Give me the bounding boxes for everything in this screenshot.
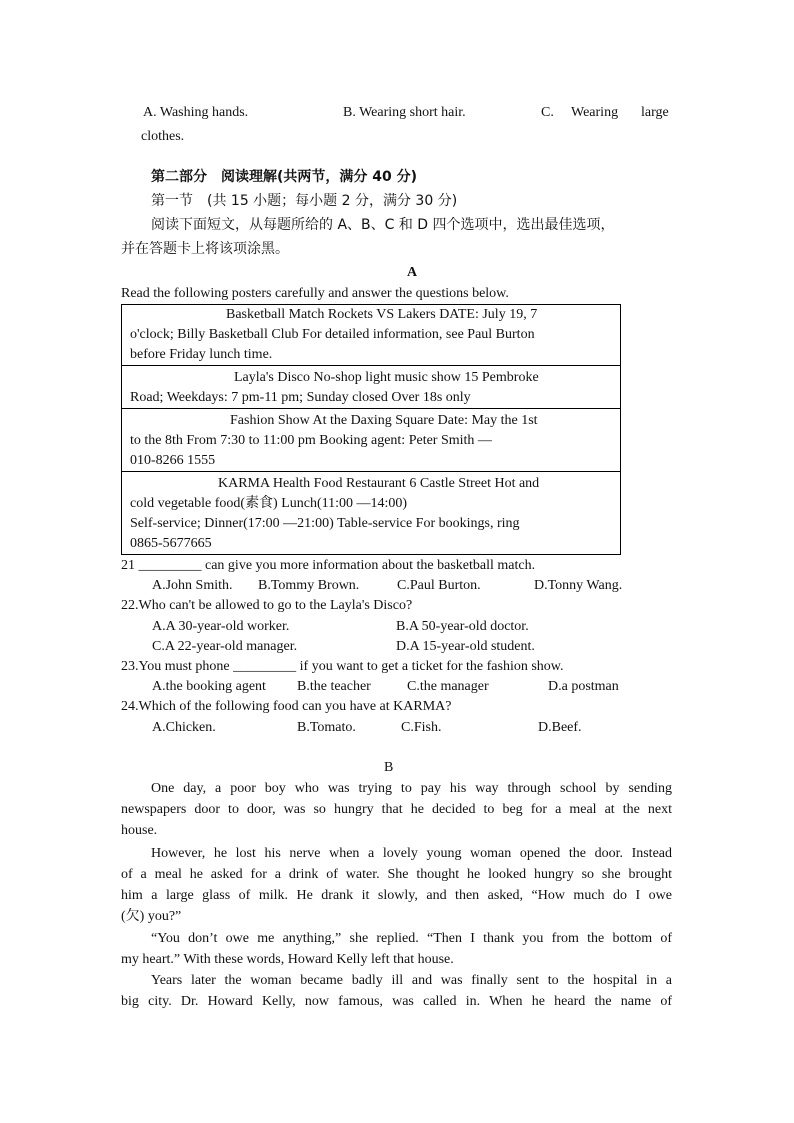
q22-option-b: B.A 50-year-old doctor. bbox=[396, 619, 529, 634]
poster-line: Self-service; Dinner(17:00 —21:00) Table-service For bookings, ring bbox=[130, 516, 520, 531]
q23-stem: 23.You must phone _________ if you want to get a ticket for the fashion show. bbox=[121, 659, 564, 674]
poster-line: Basketball Match Rockets VS Lakers DATE: July 19, 7 bbox=[226, 307, 538, 322]
q22-option-d: D.A 15-year-old student. bbox=[396, 639, 535, 654]
q22-option-c: C.A 22-year-old manager. bbox=[152, 639, 298, 654]
poster-line: to the 8th From 7:30 to 11:00 pm Booking agent: Peter Smith — bbox=[130, 433, 492, 448]
q23-option-d: D.a postman bbox=[548, 679, 619, 694]
q23-option-a: A.the booking agent bbox=[152, 679, 266, 694]
passage-a-label: A bbox=[407, 265, 418, 280]
q21-option-a: A.John Smith. bbox=[152, 578, 233, 593]
poster-basketball bbox=[122, 305, 620, 366]
poster-disco bbox=[122, 366, 620, 409]
passage-b-line: “You don’t owe me anything,” she replied. “Then I thank you from the bottom of bbox=[151, 931, 672, 946]
passage-b-line: Years later the woman became badly ill and was finally sent to the hospital in a bbox=[151, 973, 672, 988]
q24-stem: 24.Which of the following food can you have at KARMA? bbox=[121, 699, 452, 714]
q20-option-c-word1: Wearing bbox=[571, 105, 619, 120]
passage-b-line: my heart.” With these words, Howard Kelly left that house. bbox=[121, 952, 454, 967]
q24-option-d: D.Beef. bbox=[538, 720, 582, 735]
passage-b-line: One day, a poor boy who was trying to pay his way through school by sending bbox=[151, 781, 672, 796]
poster-line: 010-8266 1555 bbox=[130, 453, 216, 468]
q23-option-c: C.the manager bbox=[407, 679, 489, 694]
poster-line: Fashion Show At the Daxing Square Date: May the 1st bbox=[230, 413, 538, 428]
poster-line: Road; Weekdays: 7 pm-11 pm; Sunday closed Over 18s only bbox=[130, 390, 471, 405]
instruction-line-1: 阅读下面短文，从每题所给的 A、B、C 和 D 四个选项中，选出最佳选项， bbox=[151, 217, 615, 233]
q20-option-b: B. Wearing short hair. bbox=[343, 105, 466, 120]
passage-b-line: big city. Dr. Howard Kelly, now famous, was called in. When he heard the name of bbox=[121, 994, 672, 1009]
q21-option-b: B.Tommy Brown. bbox=[258, 578, 360, 593]
passage-b-line: house. bbox=[121, 823, 158, 838]
q24-option-c: C.Fish. bbox=[401, 720, 442, 735]
q20-option-a: A. Washing hands. bbox=[143, 105, 249, 120]
q23-option-b: B.the teacher bbox=[297, 679, 371, 694]
poster-line: o'clock; Billy Basketball Club For detailed information, see Paul Burton bbox=[130, 327, 535, 342]
passage-b-label: B bbox=[384, 760, 394, 775]
q20-option-c-continued: clothes. bbox=[141, 129, 185, 144]
q24-option-b: B.Tomato. bbox=[297, 720, 356, 735]
poster-line: Layla's Disco No-shop light music show 15 Pembroke bbox=[234, 370, 539, 385]
poster-line: 0865-5677665 bbox=[130, 536, 212, 551]
q22-option-a: A.A 30-year-old worker. bbox=[152, 619, 290, 634]
poster-line: cold vegetable food(素食) Lunch(11:00 —14:00) bbox=[130, 496, 408, 511]
poster-fashion bbox=[122, 409, 620, 472]
q21-option-d: D.Tonny Wang. bbox=[534, 578, 623, 593]
passage-b-line: him a large glass of milk. He drank it slowly, and then asked, “How much do I owe bbox=[121, 888, 672, 903]
q20-option-c-letter: C. bbox=[541, 105, 554, 120]
poster-line: before Friday lunch time. bbox=[130, 347, 273, 362]
part2-heading: 第二部分 阅读理解(共两节，满分 40 分) bbox=[151, 169, 418, 185]
q24-option-a: A.Chicken. bbox=[152, 720, 216, 735]
posters-table bbox=[121, 304, 621, 555]
section1-heading: 第一节 (共 15 小题；每小题 2 分，满分 30 分) bbox=[151, 193, 458, 209]
q22-stem: 22.Who can't be allowed to go to the Layla's Disco? bbox=[121, 598, 413, 613]
passage-b-line: (欠) you?” bbox=[121, 909, 182, 924]
passage-b-line: However, he lost his nerve when a lovely young woman opened the door. Instead bbox=[151, 846, 672, 861]
passage-a-intro: Read the following posters carefully and answer the questions below. bbox=[121, 286, 509, 301]
instruction-line-2: 并在答题卡上将该项涂黑。 bbox=[121, 241, 289, 257]
q20-option-c-word2: large bbox=[641, 105, 669, 120]
passage-b-line: newspapers door to door, was so hungry that he decided to beg for a meal at the next bbox=[121, 802, 672, 817]
passage-b-line: of a meal he asked for a drink of water. She thought he looked hungry so she brought bbox=[121, 867, 672, 882]
poster-karma bbox=[122, 472, 620, 554]
q21-stem: 21 _________ can give you more information about the basketball match. bbox=[121, 558, 536, 573]
poster-line: KARMA Health Food Restaurant 6 Castle Street Hot and bbox=[218, 476, 540, 491]
q21-option-c: C.Paul Burton. bbox=[397, 578, 481, 593]
